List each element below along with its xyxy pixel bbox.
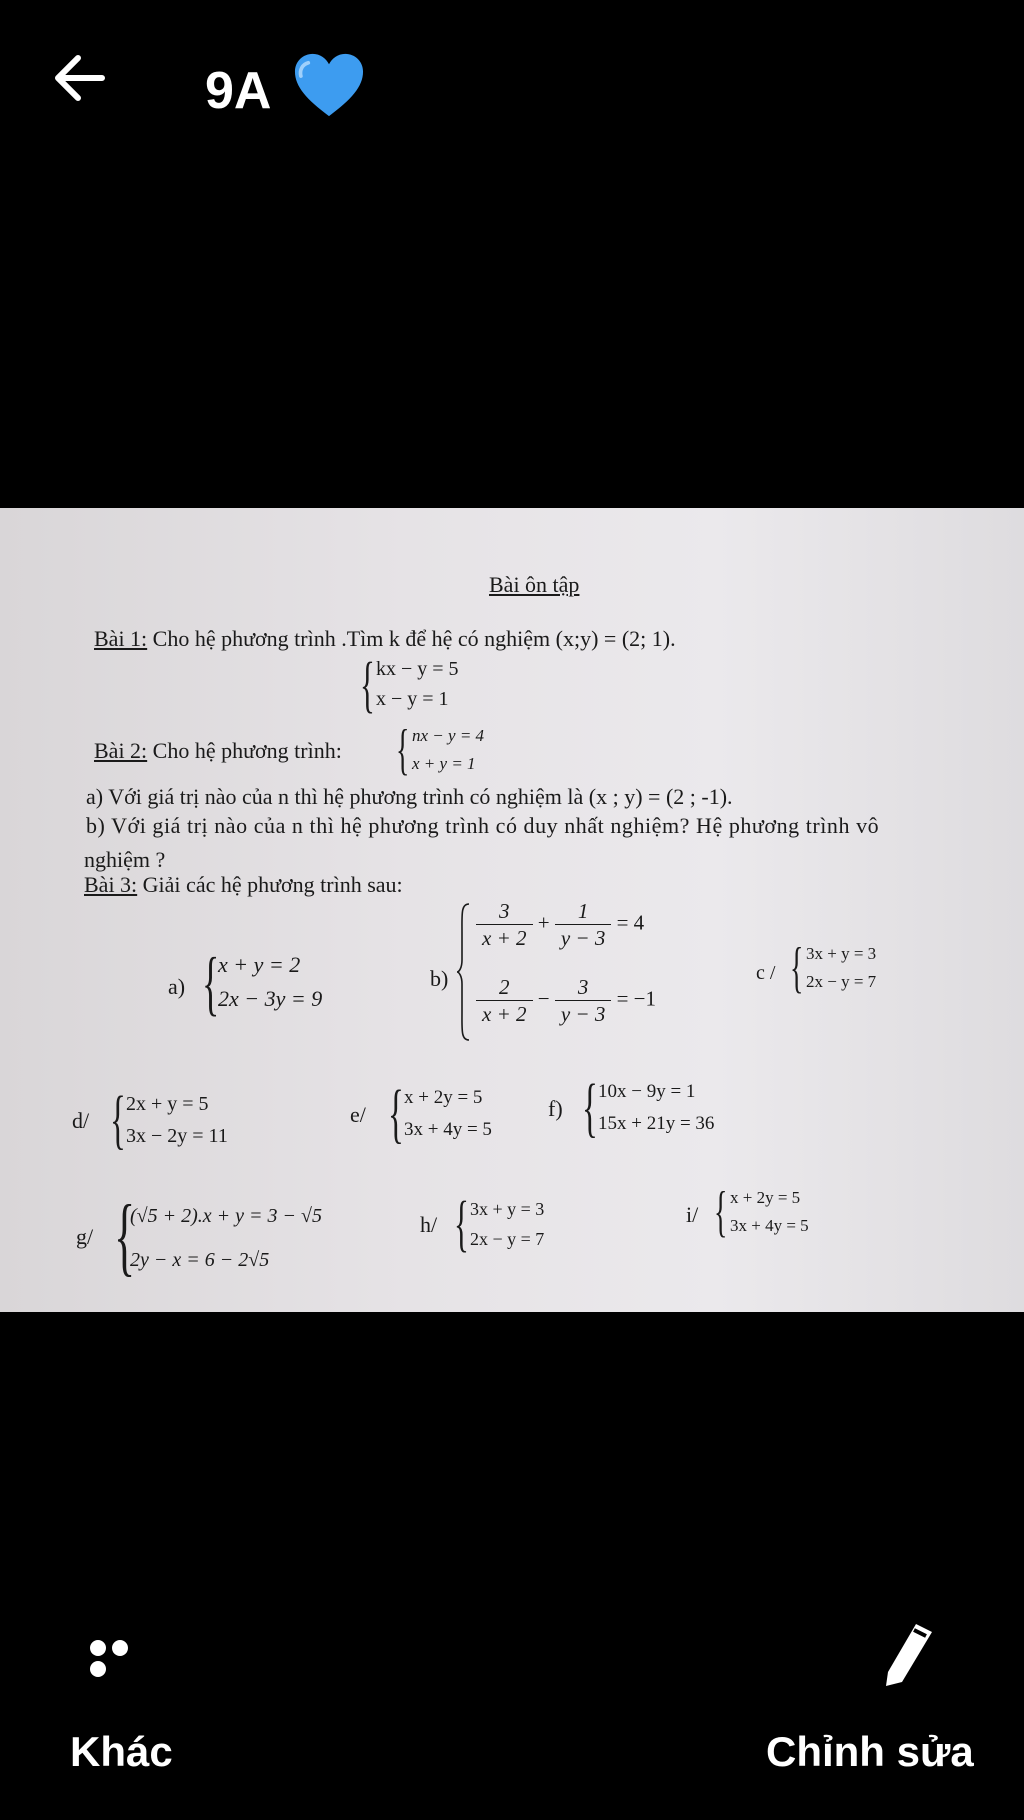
pencil-icon[interactable] [878,1620,938,1690]
arrow-left-icon[interactable] [50,48,110,108]
bai3-f-eq2: 15x + 21y = 36 [598,1113,715,1134]
bai2-eq2: x + y = 1 [412,754,476,773]
bai3-b-row2 [476,974,656,1027]
bai3-c-eq2: 2x − y = 7 [806,972,877,991]
bai2-line [94,738,342,764]
bai3-h-eq2: 2x − y = 7 [470,1229,545,1249]
bai3-d-label: d/ [72,1108,90,1133]
bai3-i-eq2: 3x + 4y = 5 [730,1216,809,1235]
bai3-e-eq2: 3x + 4y = 5 [404,1119,492,1140]
bai3-i-label: i/ [686,1202,699,1227]
more-label[interactable]: Khác [70,1728,173,1775]
bai3-b-brace [456,902,470,1042]
bai3-c-label: c / [756,962,776,984]
bai3-f-label: f) [548,1096,563,1121]
bai3-text: Giải các hệ phương trình sau: [142,872,403,897]
bai3-b-row1 [476,898,644,951]
op-minus: − [537,986,550,1011]
frac-4: $\frac{3}{y - 3}$ [555,974,612,1027]
frac-2: $\frac{1}{y - 3}$ [555,898,612,951]
bai3-g-eq1: (√5 + 2).x + y = 3 − √5 [130,1205,323,1227]
bai3-d-eq2: 3x − 2y = 11 [126,1125,228,1147]
top-bar [0,0,1024,170]
bai1-label: Bài 1: [94,626,148,651]
chat-title [205,50,366,123]
bai3-a-label: a) [168,974,186,999]
rhs-2: = −1 [616,986,657,1011]
blue-heart-icon [292,50,366,120]
ellipsis-icon[interactable] [90,1640,154,1670]
frac-1: $\frac{3}{x + 2}$ [476,898,533,951]
frac-3: $\frac{2}{x + 2}$ [476,974,533,1027]
doc-heading: Bài ôn tập [489,572,580,597]
bai3-f-eq1: 10x − 9y = 1 [598,1081,696,1102]
rhs-1: = 4 [616,910,645,935]
bai3-line [84,872,403,898]
bai3-c-eq1: 3x + y = 3 [806,944,877,963]
bai1-line [94,626,676,652]
bai1-eq1: kx − y = 5 [376,658,459,680]
bai3-b-label: b) [430,966,449,991]
bai3-g-eq2: 2y − x = 6 − 2√5 [130,1249,270,1271]
bai3-h-eq1: 3x + y = 3 [470,1199,545,1219]
bai3-e-eq1: x + 2y = 5 [404,1087,483,1108]
bai3-a-eq2: 2x − 3y = 9 [218,986,323,1011]
bai3-label: Bài 3: [84,872,138,897]
bai2-eq1: nx − y = 4 [412,726,485,745]
edit-label[interactable]: Chỉnh sửa [766,1728,974,1775]
bai2-text: Cho hệ phương trình: [152,738,342,763]
bai3-a-eq1: x + y = 2 [218,952,301,977]
bai2-part-b-cont: nghiệm ? [84,847,166,872]
bai3-h-label: h/ [420,1212,438,1237]
bai3-g-label: g/ [76,1224,94,1249]
bai3-d-eq1: 2x + y = 5 [126,1093,209,1115]
worksheet-photo[interactable]: Bài ôn tập Bài 1: Cho hệ phương trình .Tìm k để hệ có nghiệm (x;y) = (2; 1). { kx − y = 5 x − y = 1 Bài 2: Cho hệ phương trình: { nx − y = 4 x + y = 1 a) Với giá trị nào của n thì hệ phương trình có nghiệm là (x ; y) = (2 ; -1). b) Với giá trị nào của n thì hệ phương trình có duy nhất nghiệm? Hệ phương trình vô nghiệm ? Bài 3: Giải các hệ phương trình sau: a) { x + y = 2 2x − 3y = 9 b) $\frac{3}{x + 2}$ + $\frac{1}{y - 3}$ = 4 $\frac{2}{x + 2}$ − $\frac{3}{y - 3}$ = −1 c / { 3x + y = 3 2x − y = 7 d/ { 2x + y = 5 3x − 2y = 11 e/ { x + 2y = 5 3x + 4y = 5 f) { 10x − 9y = 1 15x + 21y = 36 g/ { (√5 + 2).x + y = 3 − √5 2y − x = 6 − 2√5 h/ { 3x + y = 3 2x − y = 7 i/ { x + 2y = 5 3x + 4y = 5 [0,508,1024,1312]
op-plus: + [537,910,550,935]
bai1-eq2: x − y = 1 [376,688,449,710]
bai2-part-a: a) Với giá trị nào của n thì hệ phương trình có nghiệm là (x ; y) = (2 ; -1). [86,784,733,809]
bai2-label: Bài 2: [94,738,148,763]
bai2-part-b: b) Với giá trị nào của n thì hệ phương trình có duy nhất nghiệm? Hệ phương trình vô [86,813,880,838]
bai3-e-label: e/ [350,1102,366,1127]
bottom-bar [0,1600,1024,1820]
bai1-text: Cho hệ phương trình .Tìm k để hệ có nghiệm (x;y) = (2; 1). [152,626,676,651]
bai3-i-eq1: x + 2y = 5 [730,1188,801,1207]
title-text: 9A [205,62,270,120]
